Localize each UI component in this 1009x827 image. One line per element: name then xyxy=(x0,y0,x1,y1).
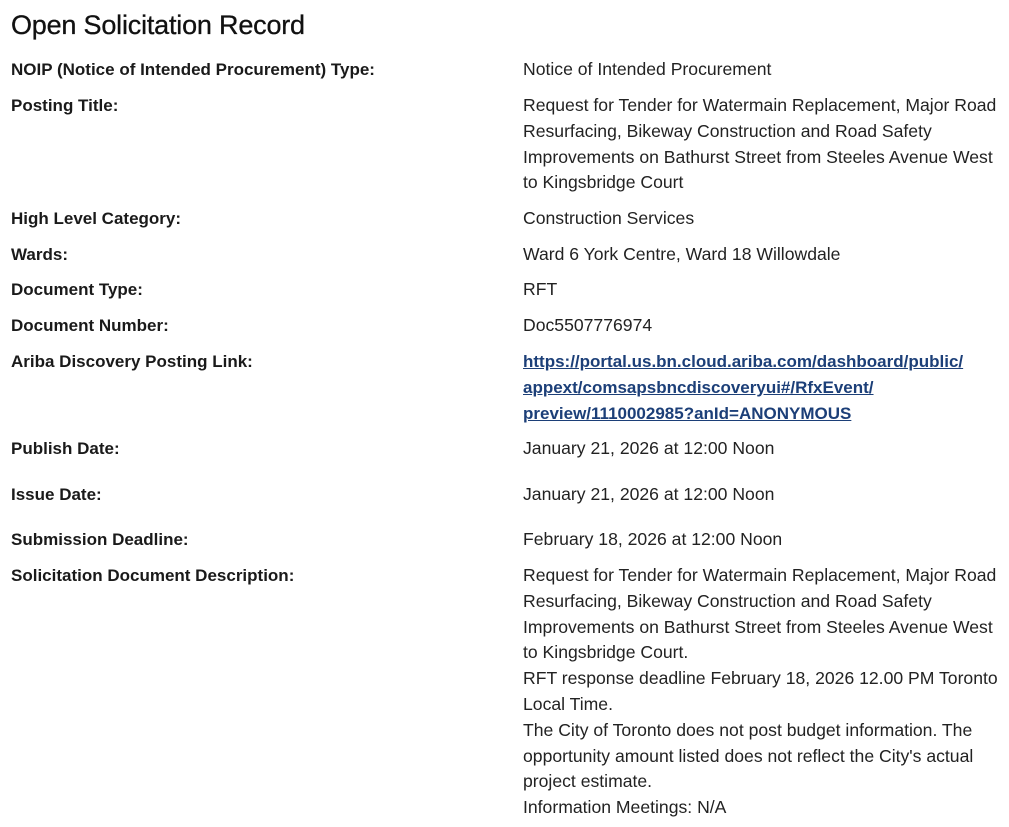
posting-title-line: Resurfacing, Bikeway Construction and Road Safety xyxy=(523,120,932,141)
description-line: Improvements on Bathurst Street from Steeles Avenue West xyxy=(523,616,993,637)
document-type-label: Document Type: xyxy=(11,280,143,299)
page-title: Open Solicitation Record xyxy=(11,10,305,40)
posting-title-line: to Kingsbridge Court xyxy=(523,172,684,193)
high-level-category-label: High Level Category: xyxy=(11,209,182,228)
publish-date-label: Publish Date: xyxy=(11,439,120,458)
description-line: The City of Toronto does not post budget information. The xyxy=(523,719,973,740)
submission-deadline-value: February 18, 2026 at 12:00 Noon xyxy=(523,529,783,549)
document-number-label: Document Number: xyxy=(11,316,169,335)
ariba-link-value xyxy=(523,349,1007,426)
posting-title-label: Posting Title: xyxy=(11,96,119,115)
description-line: project estimate. xyxy=(523,771,653,792)
issue-date-value: January 21, 2026 at 12:00 Noon xyxy=(523,484,775,504)
description-line: Local Time. xyxy=(523,693,613,714)
wards-label: Wards: xyxy=(11,245,68,264)
solicitation-description-value xyxy=(523,563,1007,821)
ariba-posting-link[interactable]: https://portal.us.bn.cloud.ariba.com/dashboard/public/ xyxy=(523,352,964,371)
document-type-value: RFT xyxy=(523,279,558,299)
ariba-posting-link[interactable]: appext/comsapsbncdiscoveryui#/RfxEvent/ xyxy=(523,377,874,397)
description-line: Resurfacing, Bikeway Construction and Road Safety xyxy=(523,590,932,611)
description-line: opportunity amount listed does not reflect the City's actual xyxy=(523,745,974,766)
submission-deadline-label: Submission Deadline: xyxy=(11,530,189,549)
wards-value: Ward 6 York Centre, Ward 18 Willowdale xyxy=(523,244,841,264)
publish-date-value: January 21, 2026 at 12:00 Noon xyxy=(523,438,775,458)
ariba-link-label: Ariba Discovery Posting Link: xyxy=(11,352,253,371)
posting-title-value xyxy=(523,93,1007,196)
ariba-posting-link[interactable]: preview/1110002985?anId=ANONYMOUS xyxy=(523,403,852,423)
posting-title-line: Improvements on Bathurst Street from Steeles Avenue West xyxy=(523,146,993,167)
document-number-value: Doc5507776974 xyxy=(523,315,653,335)
issue-date-label: Issue Date: xyxy=(11,485,102,504)
description-line: Information Meetings: N/A xyxy=(523,797,727,818)
solicitation-description-label: Solicitation Document Description: xyxy=(11,566,295,585)
description-line: RFT response deadline February 18, 2026 12.00 PM Toronto xyxy=(523,668,998,689)
noip-type-label: NOIP (Notice of Intended Procurement) Type: xyxy=(11,60,375,79)
high-level-category-value: Construction Services xyxy=(523,208,695,228)
description-line: Request for Tender for Watermain Replacement, Major Road xyxy=(523,565,997,585)
description-line: to Kingsbridge Court. xyxy=(523,642,689,663)
noip-type-value: Notice of Intended Procurement xyxy=(523,59,772,79)
posting-title-line: Request for Tender for Watermain Replacement, Major Road xyxy=(523,95,997,115)
